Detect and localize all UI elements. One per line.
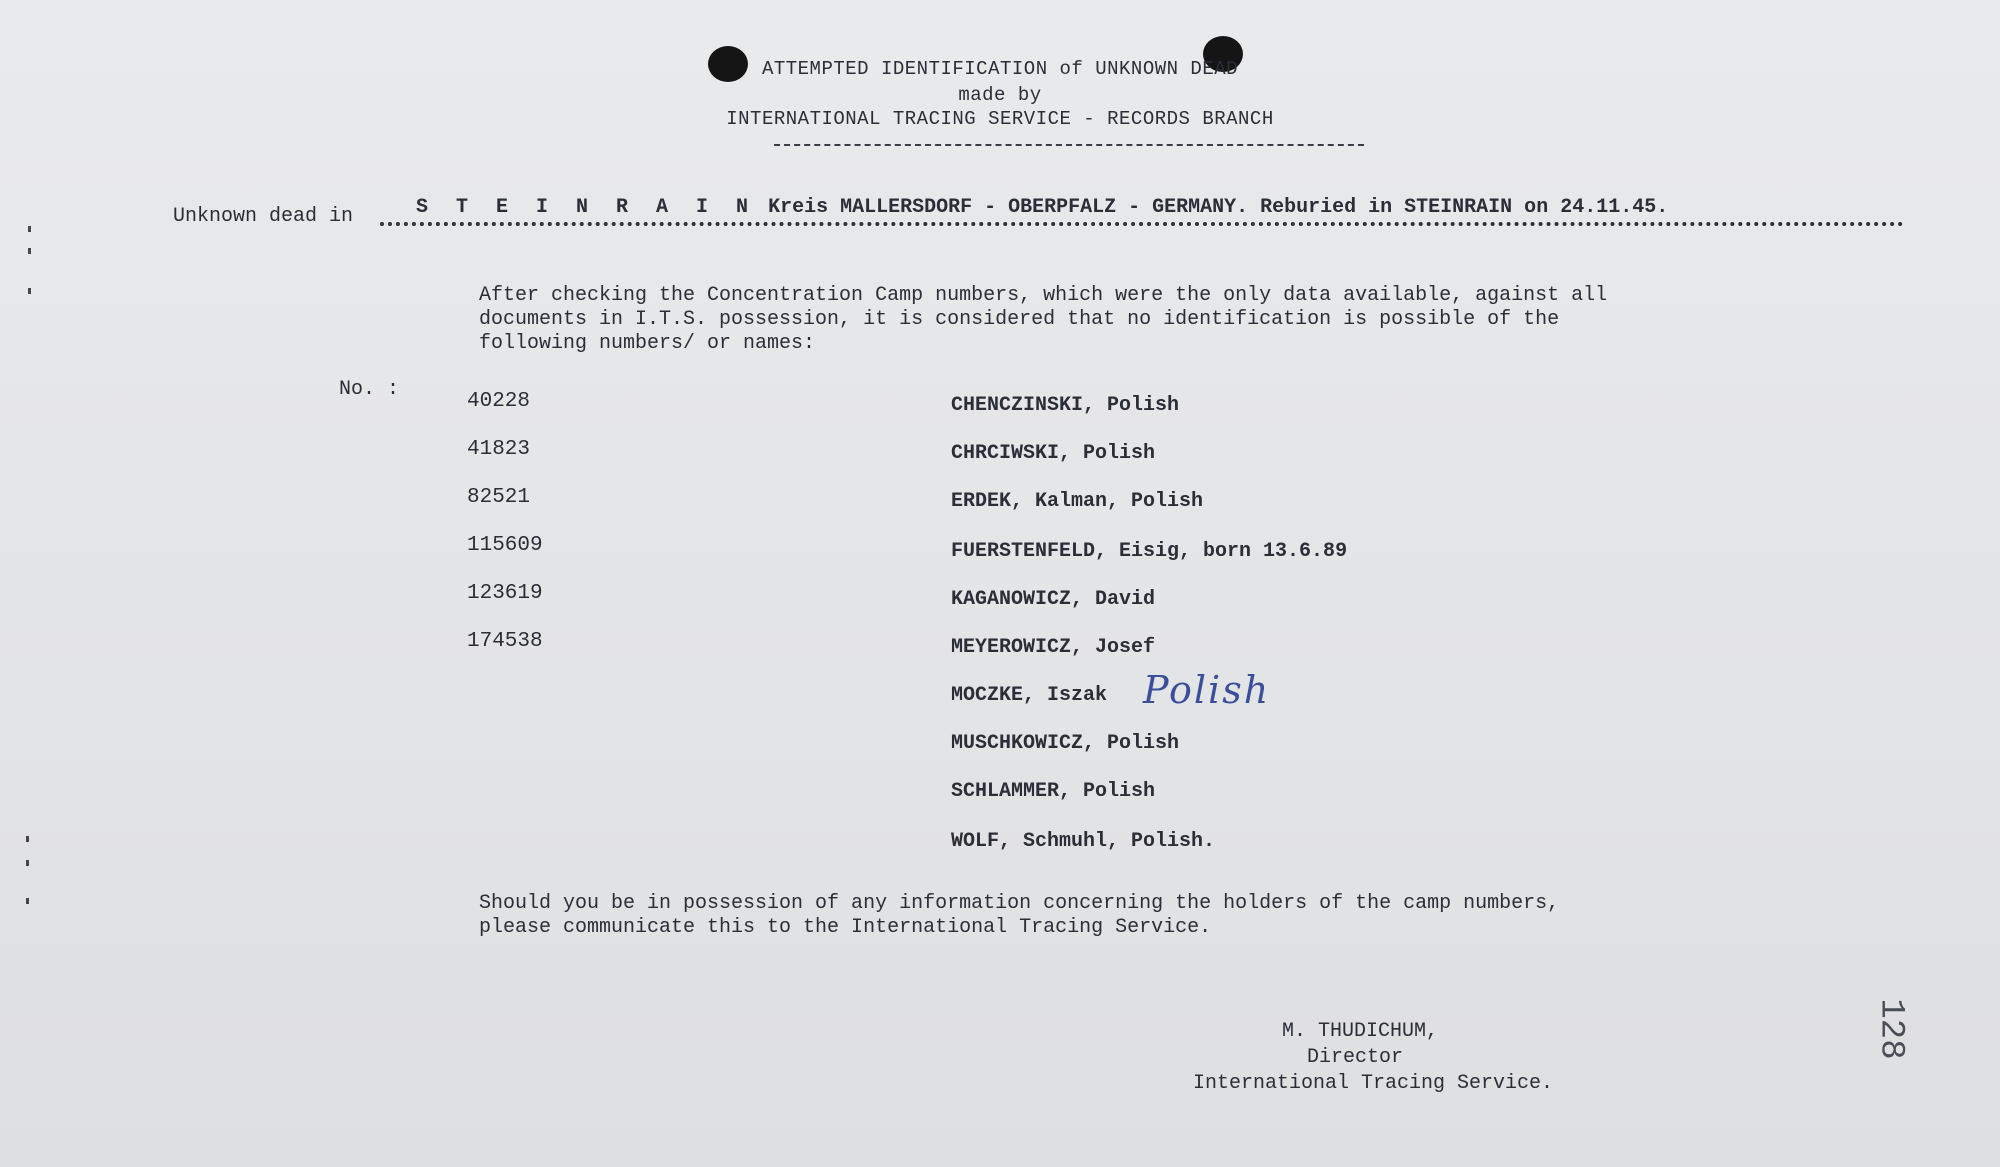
person-name: MOCZKE, Iszak <box>951 684 1108 707</box>
camp-number: 174538 <box>467 630 543 653</box>
location-dotted-line <box>380 222 1904 226</box>
header-organization: INTERNATIONAL TRACING SERVICE - RECORDS BRANCH <box>726 108 1274 130</box>
person-name: ERDEK, Kalman, Polish <box>951 490 1204 513</box>
person-name: MUSCHKOWICZ, Polish <box>951 732 1180 755</box>
intro-line-2: documents in I.T.S. possession, it is considered that no identification is possible of the <box>479 308 1560 331</box>
camp-number: 115609 <box>467 534 543 557</box>
numbers-label: No. : <box>339 378 400 401</box>
signature-organization: International Tracing Service. <box>1193 1072 1554 1095</box>
location-text <box>416 196 1668 219</box>
person-name: MEYEROWICZ, Josef <box>951 636 1156 659</box>
location-details: Kreis MALLERSDORF - OBERPFALZ - GERMANY. Reburied in STEINRAIN on 24.11.45. <box>768 196 1669 219</box>
edge-mark <box>26 836 29 842</box>
person-name: CHENCZINSKI, Polish <box>951 394 1180 417</box>
edge-mark <box>26 860 29 866</box>
camp-number: 82521 <box>467 486 531 509</box>
header-title: ATTEMPTED IDENTIFICATION of UNKNOWN DEAD <box>761 58 1239 80</box>
edge-mark <box>26 898 29 904</box>
person-name: CHRCIWSKI, Polish <box>951 442 1156 465</box>
person-name: SCHLAMMER, Polish <box>951 780 1156 803</box>
location-place: S T E I N R A I N <box>416 196 757 219</box>
person-name: FUERSTENFELD, Eisig, born 13.6.89 <box>951 540 1348 563</box>
camp-number: 41823 <box>467 438 531 461</box>
camp-number: 40228 <box>467 390 531 413</box>
intro-line-1: After checking the Concentration Camp numbers, which were the only data available, against all <box>479 284 1608 307</box>
header-subtitle: made by <box>958 84 1042 106</box>
camp-number: 123619 <box>467 582 543 605</box>
closing-line-1: Should you be in possession of any information concerning the holders of the camp numbers, <box>479 892 1560 915</box>
edge-mark <box>28 248 31 254</box>
edge-mark <box>28 226 31 232</box>
header-underline <box>774 144 1364 146</box>
person-name: WOLF, Schmuhl, Polish. <box>951 830 1216 853</box>
intro-line-3: following numbers/ or names: <box>479 332 816 355</box>
signature-title: Director <box>1307 1046 1404 1069</box>
signature-name: M. THUDICHUM, <box>1282 1020 1439 1043</box>
person-name: KAGANOWICZ, David <box>951 588 1156 611</box>
edge-mark <box>28 288 31 294</box>
location-label: Unknown dead in <box>173 205 354 228</box>
handwritten-annotation: Polish <box>1143 668 1271 712</box>
closing-line-2: please communicate this to the International Tracing Service. <box>479 916 1212 939</box>
page-number: 128 <box>1871 998 1910 1060</box>
